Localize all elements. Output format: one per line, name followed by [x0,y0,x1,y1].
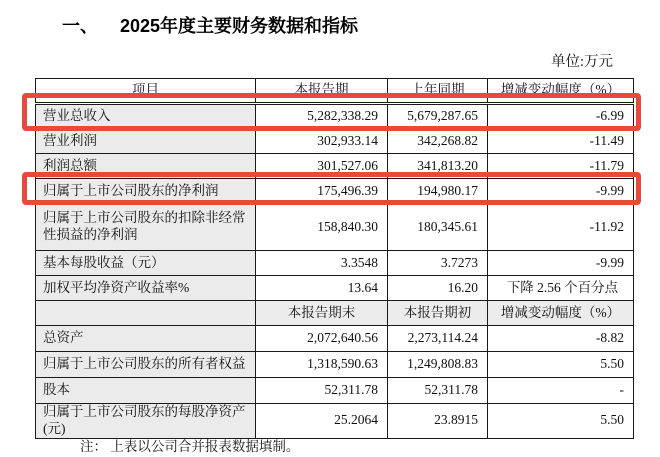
header-change-pct: 增减变动幅度（%） [488,79,634,104]
row-prior-value: 2,273,114.24 [388,326,488,352]
row-change-value: 下降 2.56 个百分点 [488,276,634,301]
table-footnote: 注： 上表以公司合并报表数据填制。 [80,439,300,454]
table-header-row-balance [36,301,634,326]
row-label: 归属于上市公司股东的所有者权益 [36,352,256,378]
row-change-value: -11.49 [488,129,634,154]
table-row-total-assets [36,326,634,352]
table-row-basic-eps [36,251,634,276]
header-item: 项目 [36,79,256,104]
row-label: 营业利润 [36,129,256,154]
row-change-value: -9.99 [488,179,634,204]
row-change-value: -11.92 [488,204,634,251]
row-prior-value: 23.8915 [388,404,488,439]
row-change-value: - [488,378,634,404]
row-label: 加权平均净资产收益率% [36,276,256,301]
table-row-operating-profit [36,129,634,154]
table-header-row-period [36,79,634,104]
table-row-owners-equity [36,352,634,378]
row-prior-value: 5,679,287.65 [388,104,488,129]
row-current-value: 1,318,590.63 [256,352,388,378]
row-label: 总资产 [36,326,256,352]
row-prior-value: 180,345.61 [388,204,488,251]
row-prior-value: 341,813.20 [388,154,488,179]
row-prior-value: 342,268.82 [388,129,488,154]
row-change-value: -8.82 [488,326,634,352]
table-row-share-capital [36,378,634,404]
row-current-value: 5,282,338.29 [256,104,388,129]
row-change-value: 5.50 [488,352,634,378]
row-change-value: -11.79 [488,154,634,179]
row-prior-value: 16.20 [388,276,488,301]
row-label: 股本 [36,378,256,404]
row-current-value: 25.2064 [256,404,388,439]
table-row-net-profit-excl-nonrecurring [36,204,634,251]
row-label: 利润总额 [36,154,256,179]
row-current-value: 13.64 [256,276,388,301]
row-current-value: 301,527.06 [256,154,388,179]
header-period-end: 本报告期末 [256,301,388,326]
table-row-net-profit-attributable [36,179,634,204]
table-row-weighted-roe [36,276,634,301]
title-section-number: 一、 [62,16,98,36]
row-current-value: 158,840.30 [256,204,388,251]
header-period-begin: 本报告期初 [388,301,488,326]
table-row-total-revenue [36,104,634,129]
header-current-period: 本报告期 [256,79,388,104]
row-current-value: 2,072,640.56 [256,326,388,352]
row-label: 基本每股收益（元） [36,251,256,276]
financial-data-table [35,78,634,439]
header-item-empty [36,301,256,326]
row-change-value: -9.99 [488,251,634,276]
row-prior-value: 3.7273 [388,251,488,276]
table-row-net-assets-per-share [36,404,634,439]
row-label: 归属于上市公司股东的净利润 [36,179,256,204]
title-text: 2025年度主要财务数据和指标 [120,16,359,36]
row-change-value: -6.99 [488,104,634,129]
row-current-value: 3.3548 [256,251,388,276]
row-label: 归属于上市公司股东的扣除非经常性损益的净利润 [36,204,256,251]
row-prior-value: 1,249,808.83 [388,352,488,378]
header-change-pct: 增减变动幅度（%） [488,301,634,326]
header-prior-period: 上年同期 [388,79,488,104]
row-prior-value: 52,311.78 [388,378,488,404]
table-row-total-profit [36,154,634,179]
row-prior-value: 194,980.17 [388,179,488,204]
page-title [62,12,358,38]
row-current-value: 302,933.14 [256,129,388,154]
row-current-value: 52,311.78 [256,378,388,404]
row-label: 营业总收入 [36,104,256,129]
row-label: 归属于上市公司股东的每股净资产(元) [36,404,256,439]
row-change-value: 5.50 [488,404,634,439]
row-current-value: 175,496.39 [256,179,388,204]
unit-label: 单位:万元 [550,54,613,70]
